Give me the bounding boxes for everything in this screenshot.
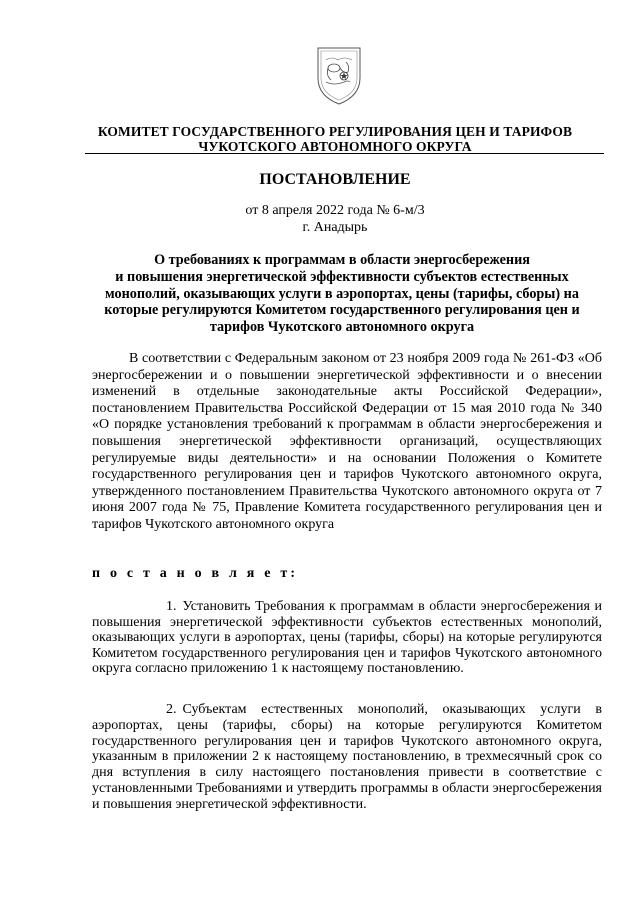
clause-text: Установить Требования к программам в области энергосбережения и повышения энергетической эффективности субъектов естественных монополий, оказывающих услуги в аэропортах, цены (тарифы, сборы) на которые регулируются Комитетом государственного регулирования цен и тарифов Чукотского автономного округа согласно приложению 1 к настоящему постановлению. [92, 599, 602, 676]
document-city: г. Анадырь [302, 220, 368, 235]
clause-text: Субъектам естественных монополий, оказывающих услуги в аэропортах, цены (тарифы, сборы) на которые регулируются Комитетом государственного регулирования цен и тарифов Чукотского автономного округа, указанным в приложении 2 к настоящему постановлению, в трехмесячный срок со дня вступления в силу настоящего постановления привести в соответствие с установленными Требованиями и утвердить программы в области энергосбережения и повышения энергетической эффективности. [92, 702, 602, 812]
document-date-number: от 8 апреля 2022 года № 6-м/3 [245, 203, 425, 218]
header-divider [85, 153, 604, 154]
clause-number: 2. [166, 702, 177, 717]
document-title [92, 252, 592, 336]
clause-1 [92, 599, 602, 677]
committee-name-line2: ЧУКОТСКОГО АВТОНОМНОГО ОКРУГА [198, 139, 472, 154]
title-line: О требованиях к программам в области энергосбережения [154, 252, 530, 268]
coat-of-arms-icon [304, 38, 374, 108]
clause-2 [92, 702, 602, 813]
committee-name [60, 124, 610, 154]
resolves-keyword: п о с т а н о в л я е т: [92, 566, 299, 581]
title-line: которые регулируются Комитетом государственного регулирования цен и [104, 302, 580, 319]
document-type: ПОСТАНОВЛЕНИЕ [259, 171, 411, 188]
preamble-paragraph: В соответствии с Федеральным законом от 23 ноября 2009 года № 261-ФЗ «Об энергосбережении и о повышении энергетической эффективности и о внесении изменений в отдельные законодательные акты Российской Федерации», постановлением Правительства Российской Федерации от 15 мая 2010 года № 340 «О порядке установления требований к программам в области энергосбережения и повышения энергетической эффективности организаций, осуществляющих регулируемые виды деятельности» и на основании Положения о Комитете государственного регулирования цен и тарифов Чукотского автономного округа, утвержденного постановлением Правительства Чукотского автономного округа от 7 июня 2007 года № 75, Правление Комитета государственного регулирования цен и тарифов Чукотского автономного округа [92, 351, 602, 532]
title-line: монополий, оказывающих услуги в аэропортах, цены (тарифы, сборы) на [105, 285, 579, 302]
committee-name-line1: КОМИТЕТ ГОСУДАРСТВЕННОГО РЕГУЛИРОВАНИЯ ЦЕН И ТАРИФОВ [97, 124, 573, 139]
title-line: тарифов Чукотского автономного округа [209, 319, 475, 336]
title-line: и повышения энергетической эффективности субъектов естественных [115, 268, 569, 285]
clause-number: 1. [166, 599, 177, 614]
